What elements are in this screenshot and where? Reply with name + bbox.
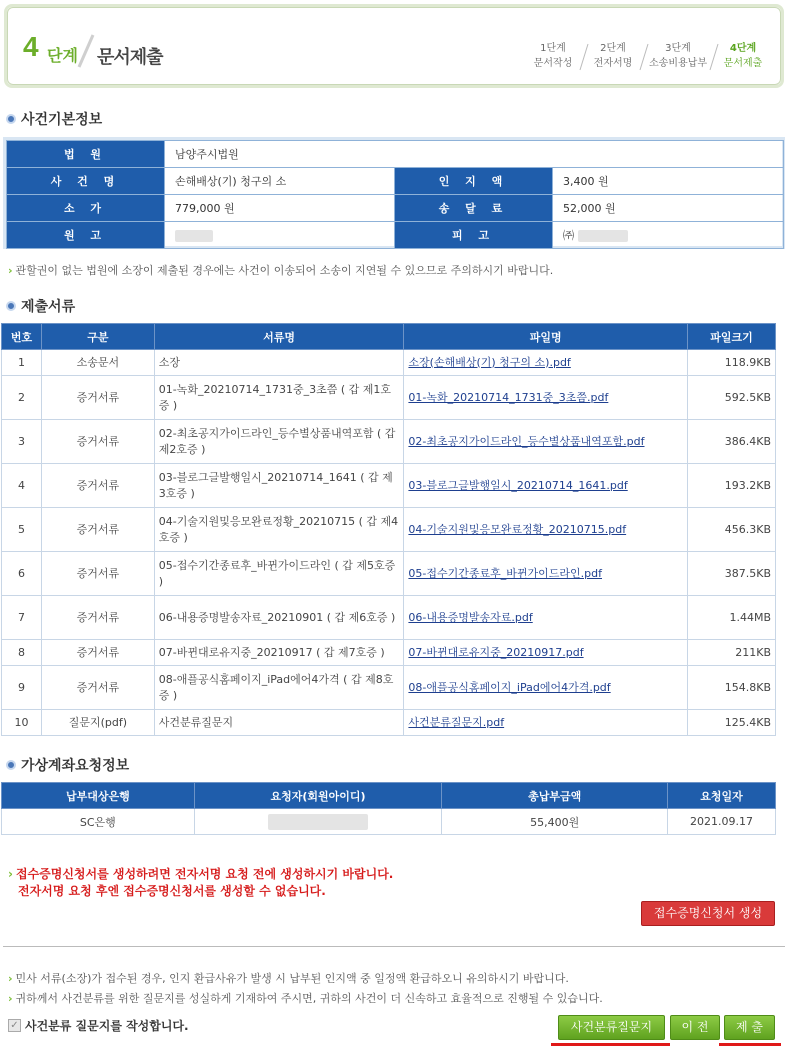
col-size: 파일크기: [688, 324, 776, 350]
checkbox-icon[interactable]: ✓: [8, 1019, 21, 1032]
submit-button[interactable]: 제 출: [724, 1015, 775, 1040]
col-requester: 요청자(회원아이디): [194, 783, 442, 809]
arrow-icon: ›: [8, 992, 13, 1005]
col-date: 요청일자: [668, 783, 776, 809]
page-title: 문서제출: [97, 47, 163, 68]
file-link[interactable]: 06-내용증명발송자료.pdf: [408, 610, 533, 624]
step-number: 4: [23, 31, 39, 62]
delivery-fee-value: 52,000 원: [553, 195, 784, 222]
file-link[interactable]: 07-바뀐대로유지중_20210917.pdf: [408, 645, 584, 659]
col-no: 번호: [2, 324, 42, 350]
file-link[interactable]: 01-녹화_20210714_1731중_3초쯤.pdf: [408, 390, 609, 404]
defendant-label: 피 고: [395, 222, 553, 249]
prev-button[interactable]: 이 전: [670, 1015, 720, 1040]
delivery-fee-label: 송 달 료: [395, 195, 553, 222]
step-separator-icon: [709, 43, 719, 71]
documents-title: 제출서류: [6, 296, 75, 316]
account-table: [1, 782, 776, 835]
bullet-icon: [6, 114, 16, 124]
case-info-title: 사건기본정보: [6, 109, 102, 129]
file-link[interactable]: 소장(손해배상(기) 청구의 소).pdf: [408, 355, 571, 369]
table-row: 8 증거서류 07-바뀐대로유지중_20210917 ( 갑 제7호증 ) 07-바뀐대로유지중_20210917.pdf 211KB: [2, 640, 776, 666]
redacted-block: [268, 814, 368, 830]
step-word: 단계: [47, 46, 78, 65]
court-value: 남양주시법원: [165, 141, 784, 168]
date-value: 2021.09.17: [668, 809, 776, 835]
questionnaire-button[interactable]: 사건분류질문지: [558, 1015, 665, 1040]
stamp-fee-value: 3,400 원: [553, 168, 784, 195]
arrow-icon: ›: [8, 972, 13, 985]
table-row: [2, 809, 776, 835]
step-4-active: 4단계 문서제출: [713, 41, 773, 71]
case-info-table: [3, 137, 785, 249]
step-3: 3단계 소송비용납부: [643, 41, 713, 71]
step-2: 2단계 전자서명: [583, 41, 643, 71]
claim-amount-value: 779,000 원: [165, 195, 395, 222]
table-row: 7 증거서류 06-내용증명발송자료_20210901 ( 갑 제6호증 ) 06-내용증명발송자료.pdf 1.44MB: [2, 596, 776, 640]
bullet-icon: [6, 301, 16, 311]
table-row: 3 증거서류 02-최초공지가이드라인_등수별상품내역포함 ( 갑 제2호증 ) 02-최초공지가이드라인_등수별상품내역포함.pdf 386.4KB: [2, 420, 776, 464]
table-row: 5 증거서류 04-기술지원및응모완료정황_20210715 ( 갑 제4호증 ) 04-기술지원및응모완료정황_20210715.pdf 456.3KB: [2, 508, 776, 552]
court-label: 법 원: [7, 141, 165, 168]
receipt-button[interactable]: 접수증명신청서 생성: [641, 901, 775, 926]
file-link[interactable]: 08-애플공식홈페이지_iPad에어4가격.pdf: [408, 680, 611, 694]
case-name-label: 사 건 명: [7, 168, 165, 195]
divider: [3, 946, 785, 947]
refund-notice: › 민사 서류(소장)가 접수된 경우, 인지 환급사유가 발생 시 납부된 인지액 중 일정액 환급하오니 유의하시기 바랍니다.: [8, 972, 569, 985]
documents-table: [1, 323, 776, 736]
col-name: 서류명: [154, 324, 404, 350]
slash-divider-icon: [75, 33, 95, 69]
table-row: 9 증거서류 08-애플공식홈페이지_iPad에어4가격 ( 갑 제8호증 ) 08-애플공식홈페이지_iPad에어4가격.pdf 154.8KB: [2, 666, 776, 710]
step-header: [4, 4, 784, 88]
claim-amount-label: 소 가: [7, 195, 165, 222]
plaintiff-label: 원 고: [7, 222, 165, 249]
highlight-underline: [719, 1043, 781, 1046]
file-link[interactable]: 사건분류질문지.pdf: [408, 715, 505, 729]
col-type: 구분: [41, 324, 154, 350]
highlight-underline: [551, 1043, 670, 1046]
redacted-block: [175, 230, 213, 242]
receipt-warning: › 접수증명신청서를 생성하려면 전자서명 요청 전에 생성하시기 바랍니다. 전자서명 요청 후엔 접수증명신청서를 생성할 수 없습니다.: [8, 867, 394, 898]
questionnaire-notice: › 귀하께서 사건분류를 위한 질문지를 성실하게 기재하여 주시면, 귀하의 사건이 더 신속하고 효율적으로 진행될 수 있습니다.: [8, 992, 603, 1005]
arrow-icon: ›: [8, 264, 13, 277]
col-total: 총납부금액: [442, 783, 668, 809]
account-title: 가상계좌요청정보: [6, 755, 129, 775]
table-row: 2 증거서류 01-녹화_20210714_1731중_3초쯤 ( 갑 제1호증 ) 01-녹화_20210714_1731중_3초쯤.pdf 592.5KB: [2, 376, 776, 420]
case-name-value: 손해배상(기) 청구의 소: [165, 168, 395, 195]
col-file: 파일명: [404, 324, 688, 350]
questionnaire-checkbox[interactable]: ✓ 사건분류 질문지를 작성합니다.: [8, 1017, 189, 1034]
redacted-block: [578, 230, 628, 242]
table-row: 4 증거서류 03-블로그글발행일시_20210714_1641 ( 갑 제3호증 ) 03-블로그글발행일시_20210714_1641.pdf 193.2KB: [2, 464, 776, 508]
file-link[interactable]: 02-최초공지가이드라인_등수별상품내역포함.pdf: [408, 434, 645, 448]
file-link[interactable]: 05-접수기간종료후_바뀐가이드라인.pdf: [408, 566, 602, 580]
jurisdiction-notice: › 관할권이 없는 법원에 소장이 제출된 경우에는 사건이 이송되어 소송이 지연될 수 있으므로 주의하시기 바랍니다.: [8, 264, 554, 277]
step-1: 1단계 문서작성: [533, 43, 573, 69]
arrow-icon: ›: [8, 867, 13, 881]
table-row: 1 소송문서 소장 소장(손해배상(기) 청구의 소).pdf 118.9KB: [2, 350, 776, 376]
stamp-fee-label: 인 지 액: [395, 168, 553, 195]
file-link[interactable]: 04-기술지원및응모완료정황_20210715.pdf: [408, 522, 627, 536]
file-link[interactable]: 03-블로그글발행일시_20210714_1641.pdf: [408, 478, 628, 492]
step-separator-icon: [639, 43, 649, 71]
total-value: 55,400원: [442, 809, 668, 835]
defendant-value: ㈜: [553, 222, 784, 249]
step-separator-icon: [579, 43, 589, 71]
requester-value: [194, 809, 442, 835]
table-row: 6 증거서류 05-접수기간종료후_바뀐가이드라인 ( 갑 제5호증 ) 05-접수기간종료후_바뀐가이드라인.pdf 387.5KB: [2, 552, 776, 596]
plaintiff-value: [165, 222, 395, 249]
bank-value: SC은행: [2, 809, 195, 835]
col-bank: 납부대상은행: [2, 783, 195, 809]
table-row: 10 질문지(pdf) 사건분류질문지 사건분류질문지.pdf 125.4KB: [2, 710, 776, 736]
step-progress: [523, 41, 773, 71]
bullet-icon: [6, 760, 16, 770]
